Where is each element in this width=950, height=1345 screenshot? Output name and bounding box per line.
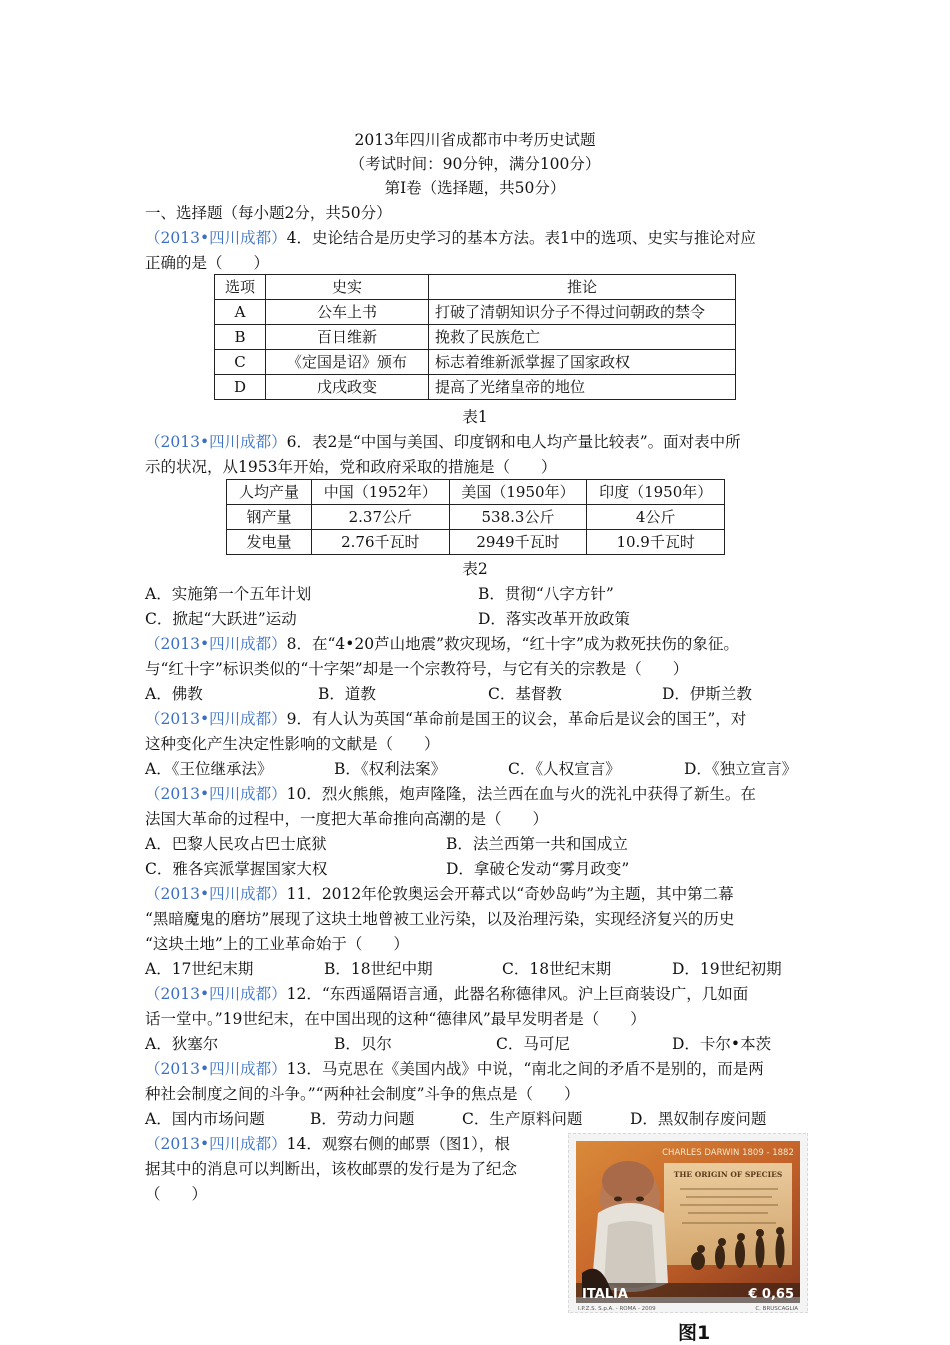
option-a: A．佛教 <box>145 685 203 703</box>
question-11-cont2: “这块土地”上的工业革命始于（ ） <box>145 935 409 953</box>
option-c: C．雅各宾派掌握国家大权 <box>145 860 328 878</box>
option-c: C．《人权宣言》 <box>508 760 621 778</box>
source-tag: （2013•四川成都） <box>145 1060 287 1078</box>
source-tag: （2013•四川成都） <box>145 433 287 451</box>
question-13-cont: 种社会制度之间的斗争。”“两种社会制度”斗争的焦点是（ ） <box>145 1085 580 1103</box>
source-tag: （2013•四川成都） <box>145 635 287 653</box>
source-tag: （2013•四川成都） <box>145 710 287 728</box>
question-4: （2013•四川成都）4．史论结合是历史学习的基本方法。表1中的选项、史实与推论对应 <box>145 229 756 247</box>
source-tag: （2013•四川成都） <box>145 885 287 903</box>
darwin-stamp <box>568 1133 808 1313</box>
exam-info: （考试时间：90分钟，满分100分） <box>349 155 601 173</box>
source-tag: （2013•四川成都） <box>145 785 287 803</box>
book-title-text: THE ORIGIN OF SPECIES <box>673 1170 783 1179</box>
option-b: B．贝尔 <box>334 1035 392 1053</box>
question-12: （2013•四川成都）12．“东西遥隔语言通，此器名称德律风。沪上巨商装设广，几如面 <box>145 985 749 1003</box>
question-10: （2013•四川成都）10．烈火熊熊，炮声隆隆，法兰西在血与火的洗礼中获得了新生。在 <box>145 785 756 803</box>
part-title: 第Ⅰ卷（选择题，共50分） <box>384 179 566 197</box>
option-d: D．拿破仑发动“雾月政变” <box>446 860 630 878</box>
table-row: 发电量 2.76千瓦时 2949千瓦时 10.9千瓦时 <box>227 530 725 555</box>
option-c: C．基督教 <box>488 685 562 703</box>
table-2-caption: 表2 <box>462 560 488 578</box>
source-tag: （2013•四川成都） <box>145 229 287 247</box>
option-b: B．贯彻“八字方针” <box>478 585 614 603</box>
table-row: C 《定国是诏》颁布 标志着维新派掌握了国家政权 <box>215 350 736 375</box>
table-row: D 戊戌政变 提高了光绪皇帝的地位 <box>215 375 736 400</box>
question-14: （2013•四川成都）14．观察右侧的邮票（图1），根 <box>145 1135 510 1153</box>
question-14-cont: 据其中的消息可以判断出，该枚邮票的发行是为了纪念 <box>145 1160 518 1178</box>
question-6-cont: 示的状况，从1953年开始，党和政府采取的措施是（ ） <box>145 458 557 476</box>
option-b: B．法兰西第一共和国成立 <box>446 835 628 853</box>
option-b: B．劳动力问题 <box>310 1110 415 1128</box>
source-tag: （2013•四川成都） <box>145 1135 287 1153</box>
option-d: D．黑奴制存废问题 <box>630 1110 767 1128</box>
question-14-cont2: （ ） <box>145 1185 208 1203</box>
question-6: （2013•四川成都）6．表2是“中国与美国、印度钢和电人均产量比较表”。面对表中所 <box>145 433 741 451</box>
option-a: A．巴黎人民攻占巴士底狱 <box>145 835 327 853</box>
table-1 <box>214 274 736 400</box>
option-c: C．掀起“大跃进”运动 <box>145 610 297 628</box>
table-row: B 百日维新 挽救了民族危亡 <box>215 325 736 350</box>
option-a: A．17世纪末期 <box>145 960 254 978</box>
stamp-country-text: ITALIA <box>582 1287 628 1302</box>
table-2 <box>226 479 725 555</box>
stamp-header-text: CHARLES DARWIN 1809 - 1882 <box>662 1148 794 1158</box>
question-8-cont: 与“红十字”标识类似的“十字架”却是一个宗教符号，与它有关的宗教是（ ） <box>145 660 689 678</box>
question-4-cont: 正确的是（ ） <box>145 254 270 272</box>
option-d: D．卡尔•本茨 <box>672 1035 772 1053</box>
question-11-cont: “黑暗魔鬼的磨坊”展现了这块土地曾被工业污染，以及治理污染，实现经济复兴的历史 <box>145 910 735 928</box>
table-header-row: 人均产量 中国（1952年） 美国（1950年） 印度（1950年） <box>227 480 725 505</box>
option-a: A．国内市场问题 <box>145 1110 265 1128</box>
option-c: C．马可尼 <box>496 1035 570 1053</box>
option-b: B．道教 <box>318 685 376 703</box>
question-9: （2013•四川成都）9．有人认为英国“革命前是国王的议会，革命后是议会的国王”，对 <box>145 710 747 728</box>
table-1-caption: 表1 <box>462 408 488 426</box>
source-tag: （2013•四川成都） <box>145 985 287 1003</box>
question-8: （2013•四川成都）8．在“4•20芦山地震”救灾现场，“红十字”成为救死扶伤的象征。 <box>145 635 739 653</box>
option-c: C．生产原料问题 <box>462 1110 583 1128</box>
table-row: A 公车上书 打破了清朝知识分子不得过问朝政的禁令 <box>215 300 736 325</box>
question-10-cont: 法国大革命的过程中，一度把大革命推向高潮的是（ ） <box>145 810 549 828</box>
exam-title: 2013年四川省成都市中考历史试题 <box>354 131 596 149</box>
table-header-row: 选项 史实 推论 <box>215 275 736 300</box>
question-11: （2013•四川成都）11．2012年伦敦奥运会开幕式以“奇妙岛屿”为主题，其中第二幕 <box>145 885 734 903</box>
option-a: A．实施第一个五年计划 <box>145 585 312 603</box>
option-d: D．《独立宣言》 <box>684 760 798 778</box>
question-9-cont: 这种变化产生决定性影响的文献是（ ） <box>145 735 440 753</box>
stamp-value-text: € 0,65 <box>748 1287 794 1302</box>
table-row: 钢产量 2.37公斤 538.3公斤 4公斤 <box>227 505 725 530</box>
option-d: D．19世纪初期 <box>672 960 782 978</box>
option-d: D．落实改革开放政策 <box>478 610 630 628</box>
option-a: A．《王位继承法》 <box>145 760 273 778</box>
section-heading: 一、选择题（每小题2分，共50分） <box>145 204 392 222</box>
option-d: D．伊斯兰教 <box>662 685 752 703</box>
question-13: （2013•四川成都）13．马克思在《美国内战》中说，“南北之间的矛盾不是别的，而是两 <box>145 1060 764 1078</box>
option-b: B．《权利法案》 <box>334 760 447 778</box>
stamp-printer-text: I.P.Z.S. S.p.A. - ROMA - 2009 <box>578 1306 656 1312</box>
option-a: A．狄塞尔 <box>145 1035 219 1053</box>
figure-1-caption: 图1 <box>678 1322 711 1344</box>
question-12-cont: 话一堂中。”19世纪末，在中国出现的这种“德律风”最早发明者是（ ） <box>145 1010 646 1028</box>
stamp-artist-text: C. BRUSCAGLIA <box>755 1306 798 1312</box>
option-c: C．18世纪末期 <box>502 960 612 978</box>
option-b: B．18世纪中期 <box>324 960 433 978</box>
